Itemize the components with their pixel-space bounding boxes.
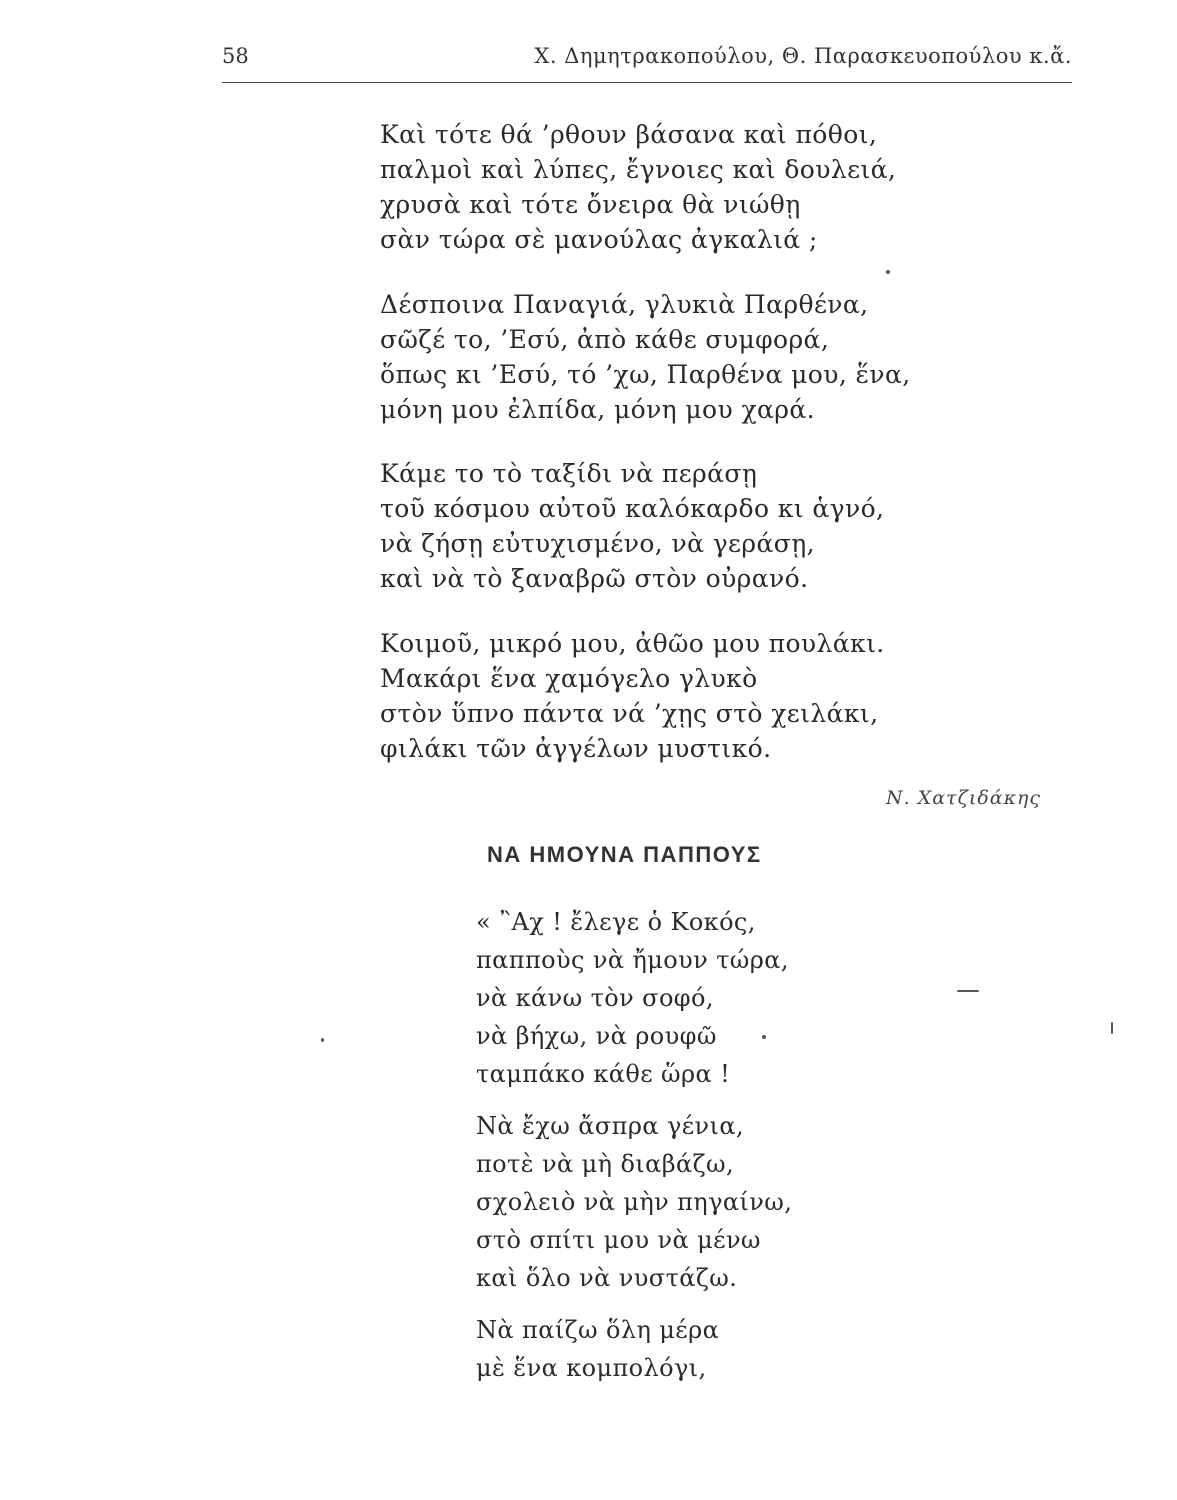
verse-line: στὸ σπίτι μου νὰ μένω [476,1226,761,1254]
poem1-author: Ν. Χατζιδάκης [886,787,1042,809]
verse-line: μὲ ἕνα κομπολόγι, [476,1354,707,1382]
verse-line: Κοιμοῦ, μικρό μου, ἀθῶο μου πουλάκι. [380,629,885,658]
header-rule [222,82,1072,83]
verse-line: ταμπάκο κάθε ὥρα ! [476,1060,731,1088]
verse-line: νὰ ζήσῃ εὐτυχισμένο, νὰ γεράσῃ, [380,529,815,558]
verse-line: Καὶ τότε θά ’ρθουν βάσανα καὶ πόθοι, [380,120,878,149]
poem2-stanza-1 [476,903,789,1093]
page-header [222,44,1072,84]
page-number: 58 [222,44,249,68]
scan-speck [762,1035,766,1039]
poem2-title: ΝΑ ΗΜΟΥΝΑ ΠΑΠΠΟΥΣ [487,842,762,867]
verse-line: χρυσὰ καὶ τότε ὄνειρα θὰ νιώθῃ [380,190,801,219]
verse-line: Κάμε το τὸ ταξίδι νὰ περάσῃ [380,459,758,488]
running-head: Χ. Δημητρακοπούλου, Θ. Παρασκευοπούλου κ.ἄ. [534,44,1072,68]
poem2-stanza-2 [476,1107,792,1297]
verse-line: μόνη μου ἐλπίδα, μόνη μου χαρά. [380,395,816,424]
verse-line: Νὰ ἔχω ἄσπρα γένια, [476,1112,744,1140]
verse-line: ὅπως κι ’Εσύ, τό ’χω, Παρθένα μου, ἕνα, [380,360,911,389]
verse-line: « ῍Αχ ! ἔλεγε ὁ Κοκός, [476,908,756,936]
poem1-stanza-3 [380,456,884,596]
verse-line: σὰν τώρα σὲ μανούλας ἀγκαλιά ; [380,225,818,254]
poem2-stanza-3 [476,1311,719,1387]
verse-line: καὶ νὰ τὸ ξαναβρῶ στὸν οὐρανό. [380,564,809,593]
poem1-stanza-4 [380,626,885,766]
verse-line: καὶ ὅλο νὰ νυστάζω. [476,1264,738,1292]
verse-line: ποτὲ νὰ μὴ διαβάζω, [476,1150,734,1178]
verse-line: τοῦ κόσμου αὐτοῦ καλόκαρδο κι ἁγνό, [380,494,885,523]
verse-line: φιλάκι τῶν ἀγγέλων μυστικό. [380,734,772,763]
verse-line: παλμοὶ καὶ λύπες, ἔγνοιες καὶ δουλειά, [380,155,897,184]
verse-line: στὸν ὕπνο πάντα νά ’χῃς στὸ χειλάκι, [380,699,879,728]
verse-line: σχολειὸ νὰ μὴν πηγαίνω, [476,1188,793,1216]
verse-line: Μακάρι ἕνα χαμόγελο γλυκὸ [380,664,758,693]
scan-speck [321,1038,324,1042]
verse-line: νὰ βήχω, νὰ ρουφῶ [476,1022,717,1050]
scan-speck [957,990,979,992]
verse-line: Νὰ παίζω ὅλη μέρα [476,1316,720,1344]
verse-line: Δέσποινα Παναγιά, γλυκιὰ Παρθένα, [380,290,869,319]
poem1-stanza-1 [380,117,896,257]
verse-line: σῶζέ το, ’Εσύ, ἀπὸ κάθε συμφορά, [380,325,830,354]
scan-speck [1111,1022,1113,1034]
verse-line: παπποὺς νὰ ἤμουν τώρα, [476,946,789,974]
scan-speck [886,270,890,274]
verse-line: νὰ κάνω τὸν σοφό, [476,984,714,1012]
poem1-stanza-2 [380,287,911,427]
